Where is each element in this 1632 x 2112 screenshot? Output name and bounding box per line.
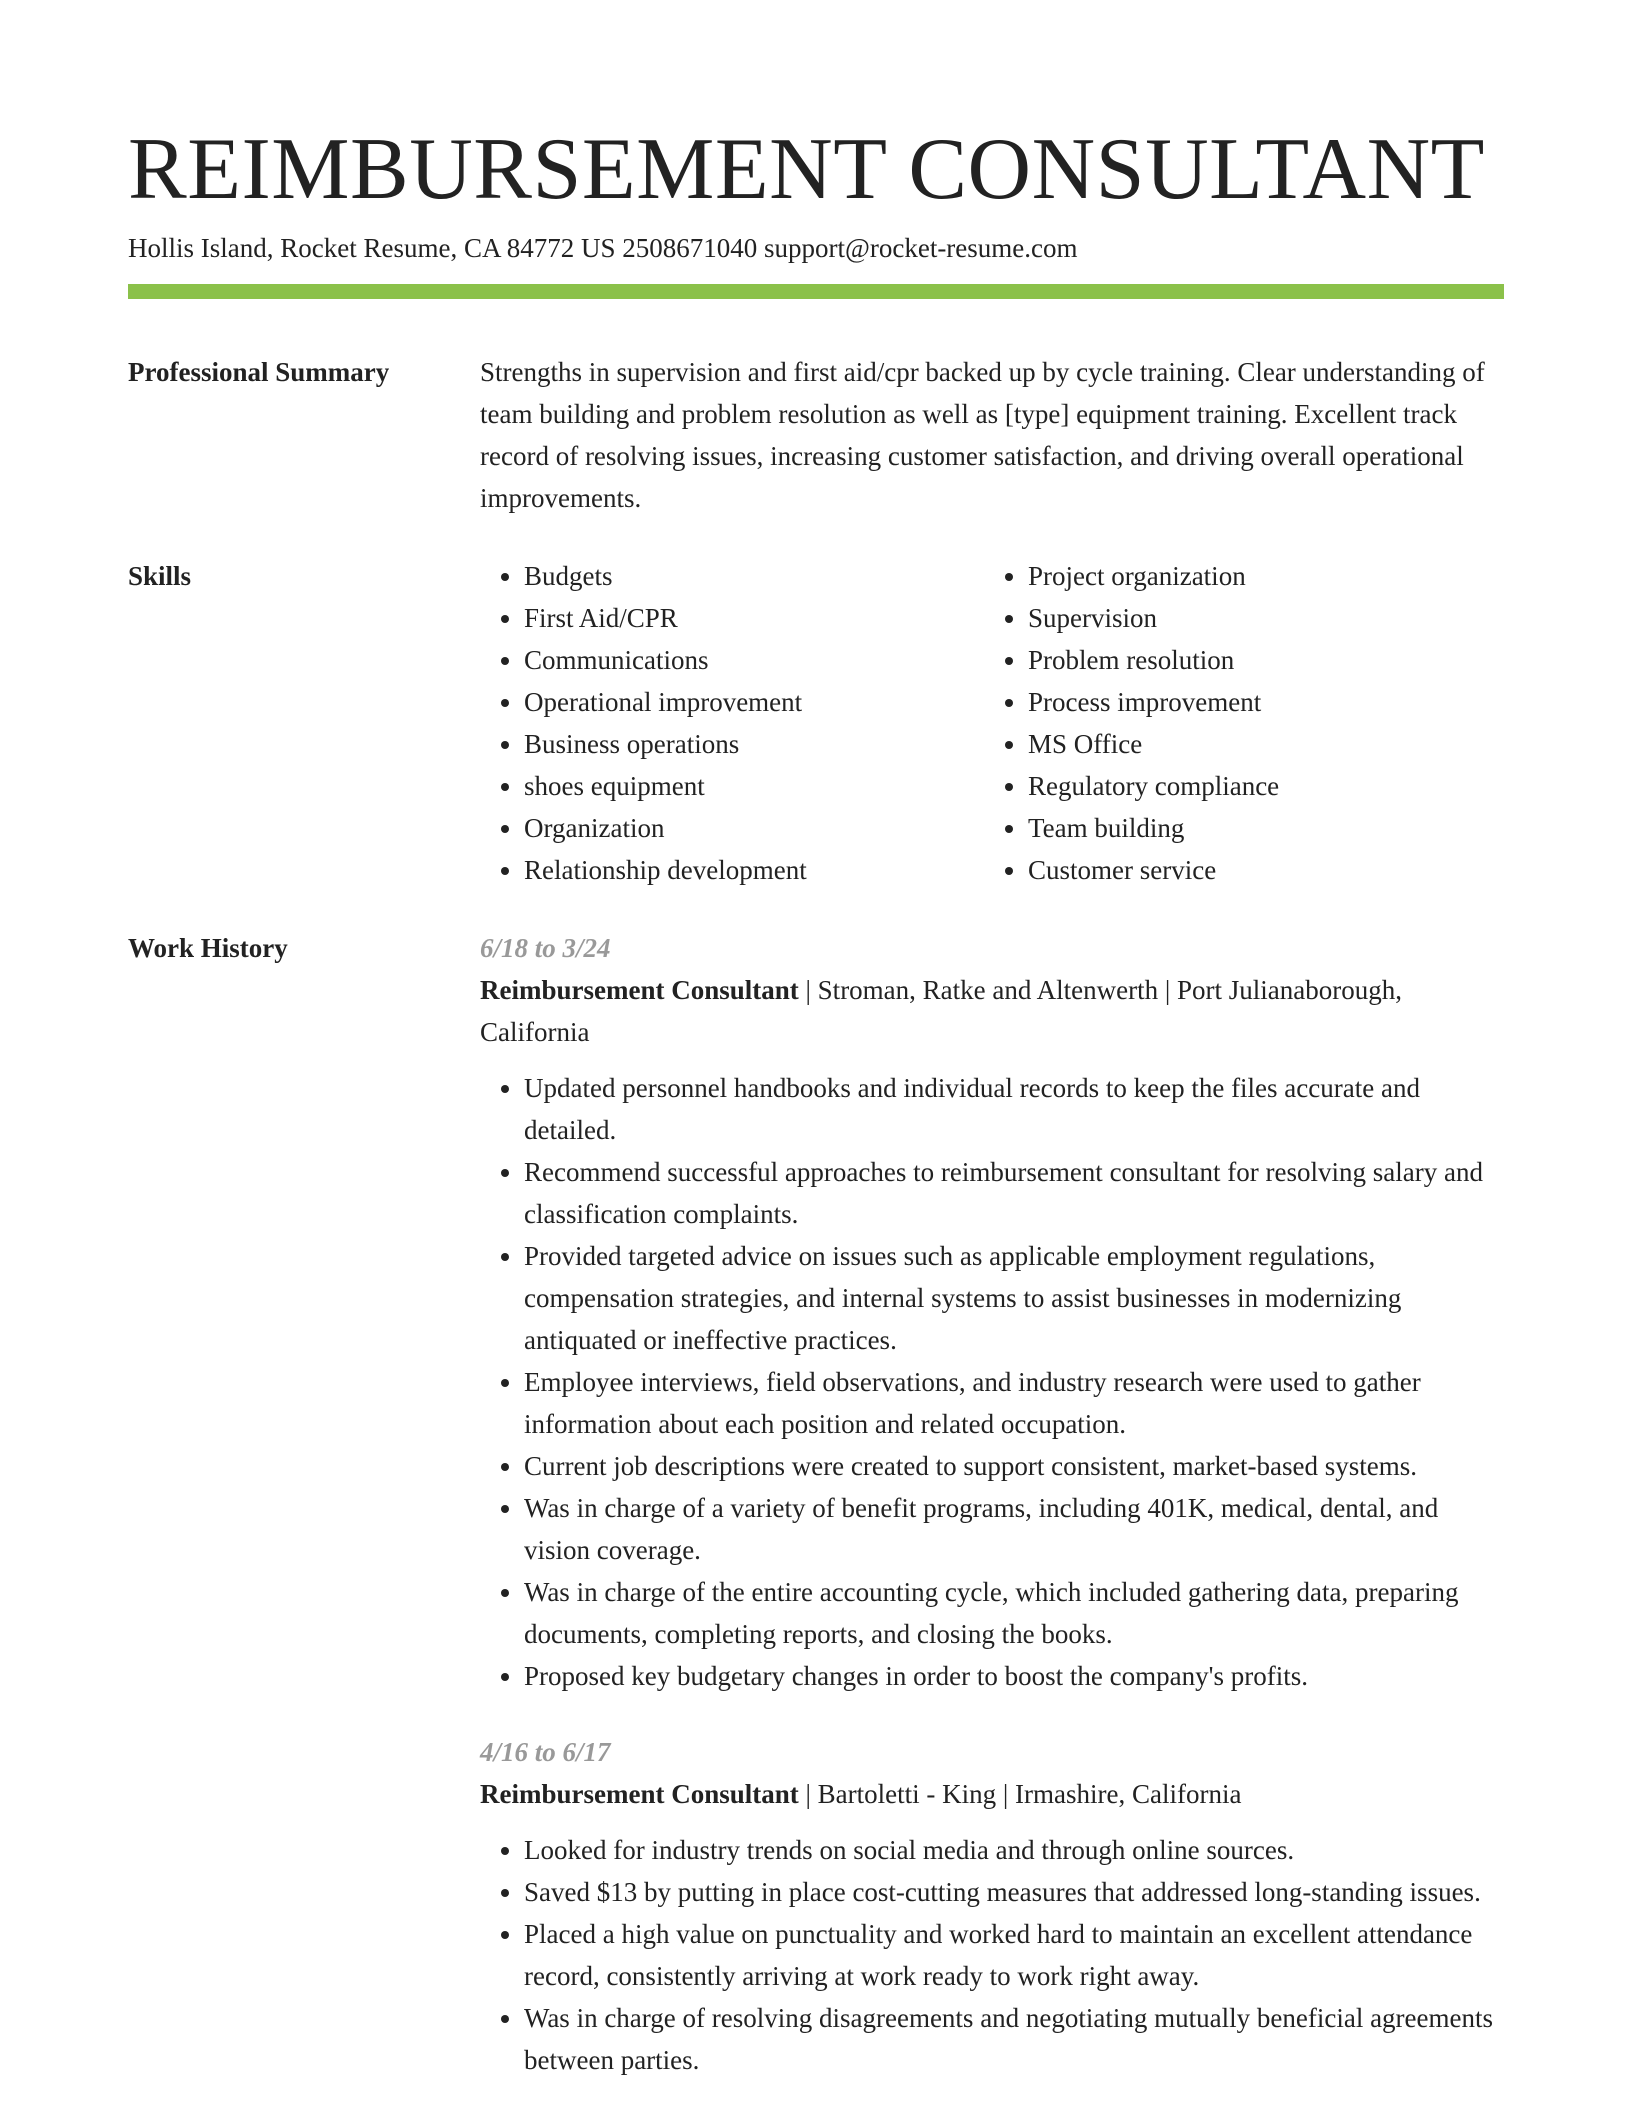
skill-item: • Regulatory compliance [1028,765,1488,807]
job-bullet: • Recommend successful approaches to reimbursement consultant for resolving salary and classification complaints. [524,1151,1504,1235]
job-title: Reimbursement Consultant [480,975,799,1005]
job-company: | Bartoletti - King | Irmashire, California [798,1779,1242,1809]
job-bullet: • Provided targeted advice on issues such as applicable employment regulations, compensation strategies, and internal systems to assist businesses in modernizing antiquated or ineffective practices. [524,1235,1504,1361]
job-bullet: • Was in charge of resolving disagreements and negotiating mutually beneficial agreements between parties. [524,1997,1504,2081]
skill-item: • Process improvement [1028,681,1488,723]
job-entry [480,1731,1504,2081]
job-title-line [480,969,1504,1053]
skill-item: • MS Office [1028,723,1488,765]
job-bullet: • Employee interviews, field observations, and industry research were used to gather information about each position and related occupation. [524,1361,1504,1445]
job-bullet: • Proposed key budgetary changes in order to boost the company's profits. [524,1655,1504,1697]
accent-divider [128,284,1504,299]
skills-section [128,555,1504,891]
skill-item: • Team building [1028,807,1488,849]
skill-item: • Budgets [524,555,984,597]
skills-columns [480,555,1504,891]
contact-line: Hollis Island, Rocket Resume, CA 84772 US 2508671040 support@rocket-resume.com [128,233,1078,263]
skill-item: • First Aid/CPR [524,597,984,639]
skill-item: • Problem resolution [1028,639,1488,681]
skills-list-left [480,555,984,891]
job-entry [480,927,1504,1697]
summary-label: Professional Summary [128,357,390,387]
summary-section [128,351,1504,519]
skill-item: • Operational improvement [524,681,984,723]
job-bullets [480,1067,1504,1697]
job-bullet: • Current job descriptions were created to support consistent, market-based systems. [524,1445,1504,1487]
work-history-section [128,927,1504,2081]
resume-page [128,120,1504,2081]
skill-item: • Communications [524,639,984,681]
job-title: Reimbursement Consultant [480,1779,799,1809]
skill-item: • Organization [524,807,984,849]
skill-item: • Project organization [1028,555,1488,597]
skills-list-right [984,555,1488,891]
job-dates: 6/18 to 3/24 [480,933,611,963]
job-bullet: • Saved $13 by putting in place cost-cutting measures that addressed long-standing issues. [524,1871,1504,1913]
job-company: | Stroman, Ratke and Altenwerth | Port Julianaborough, California [480,975,1402,1047]
job-bullet: • Was in charge of the entire accounting cycle, which included gathering data, preparing documents, completing reports, and closing the books. [524,1571,1504,1655]
skill-item: • Customer service [1028,849,1488,891]
skill-item: • shoes equipment [524,765,984,807]
skill-item: • Relationship development [524,849,984,891]
work-history-body [480,927,1504,2081]
summary-text: Strengths in supervision and first aid/cpr backed up by cycle training. Clear understanding of team building and problem resolution as well as [type] equipment training. Excellent track record of resolving issues, increasing customer satisfaction, and driving overall operational improvements. [480,357,1485,513]
job-bullet: • Placed a high value on punctuality and worked hard to maintain an excellent attendance record, consistently arriving at work ready to work right away. [524,1913,1504,1997]
job-dates: 4/16 to 6/17 [480,1737,611,1767]
work-history-label: Work History [128,933,288,963]
skill-item: • Supervision [1028,597,1488,639]
job-title-line [480,1773,1504,1815]
job-bullet: • Updated personnel handbooks and individual records to keep the files accurate and detailed. [524,1067,1504,1151]
job-bullets [480,1829,1504,2081]
job-bullet: • Looked for industry trends on social media and through online sources. [524,1829,1504,1871]
resume-title: REIMBURSEMENT CONSULTANT [128,121,1485,218]
skills-label: Skills [128,561,192,591]
skill-item: • Business operations [524,723,984,765]
job-bullet: • Was in charge of a variety of benefit programs, including 401K, medical, dental, and vision coverage. [524,1487,1504,1571]
